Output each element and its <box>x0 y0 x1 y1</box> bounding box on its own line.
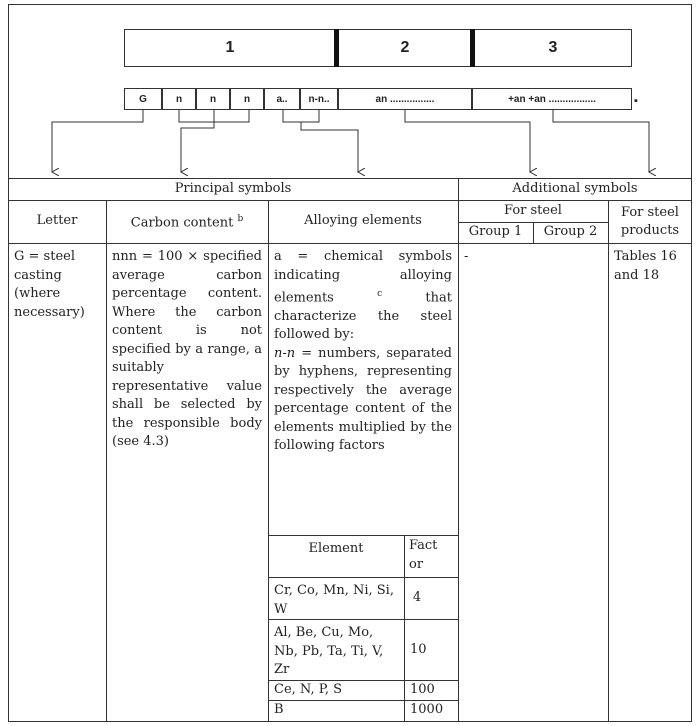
additional-symbols-header: Additional symbols <box>512 180 638 196</box>
arrow-products <box>553 110 649 172</box>
alloy-a-footnote: c <box>377 289 383 299</box>
trailing-bullet: ▪ <box>634 95 638 107</box>
code-cell-an: an ................ <box>338 88 472 110</box>
factor-row-element: Al, Be, Cu, Mo, Nb, Pb, Ta, Ti, V, Zr <box>274 625 384 677</box>
code-cell-plus-an: +an +an ................. <box>472 88 632 110</box>
segment-3-label: 3 <box>548 39 558 56</box>
for-steel-products-header: For steel products <box>620 204 680 238</box>
bracket-alloy <box>283 110 319 122</box>
carbon-content-header: Carbon content $^b$ <box>130 214 244 231</box>
letter-header: Letter <box>36 213 78 229</box>
factor-row-value: 1000 <box>410 702 444 717</box>
alloy-a-prefix: a = chemical symbols indicating alloying elements <box>274 249 452 306</box>
factor-row-value: 100 <box>410 682 435 697</box>
alloying-elements-header: Alloying elements <box>304 213 422 229</box>
factor-row-value: 4 <box>412 590 422 606</box>
group-1-header: Group 1 <box>468 224 523 240</box>
code-cell-g: G <box>124 88 162 110</box>
code-cell-nn: n-n.. <box>300 88 338 110</box>
arrow-group <box>405 110 530 172</box>
arrow-alloy <box>301 122 358 172</box>
factor-element-header: Element <box>308 540 364 556</box>
factor-table-header-bottom <box>268 577 458 578</box>
code-cell-n1: n <box>162 88 196 110</box>
principal-symbols-header: Principal symbols <box>174 180 292 196</box>
segment-1-label: 1 <box>225 39 235 56</box>
code-cell-n3: n <box>230 88 264 110</box>
segment-2-label: 2 <box>400 39 410 56</box>
group-1-cell: - <box>464 249 469 264</box>
factor-row-element: Cr, Co, Mn, Ni, Si, W <box>274 583 394 617</box>
for-steel-header: For steel <box>504 202 562 218</box>
alloy-nn-label: n-n <box>274 345 296 361</box>
arrow-carbon <box>181 122 214 172</box>
letter-cell: G = steel casting (where necessary) <box>14 249 85 320</box>
table-header-bottom <box>8 243 692 244</box>
products-cell: Tables 16 and 18 <box>614 249 677 283</box>
factor-row-value: 10 <box>410 642 427 657</box>
alloying-description-cell <box>268 245 458 459</box>
factor-row-element: B <box>274 702 284 717</box>
code-cell-a: a.. <box>264 88 300 110</box>
factor-row-element: Ce, N, P, S <box>274 682 342 697</box>
factor-factor-header: Factor <box>409 538 438 572</box>
code-cell-n2: n <box>196 88 230 110</box>
arrow-letter <box>52 110 143 172</box>
alloy-nn-text: = numbers, separated by hyphens, representing respectively the average percentage content of the elements multiplied by the following factors <box>274 345 452 454</box>
group-2-header: Group 2 <box>543 224 598 240</box>
alloy-a-suffix: that characterize the steel followed by: <box>274 290 452 343</box>
carbon-content-cell: nnn = 100 × specified average carbon percentage content. Where the carbon content is not specified by a range, a suitably representative value shall be selected by the responsible body (see 4.3) <box>112 249 262 449</box>
